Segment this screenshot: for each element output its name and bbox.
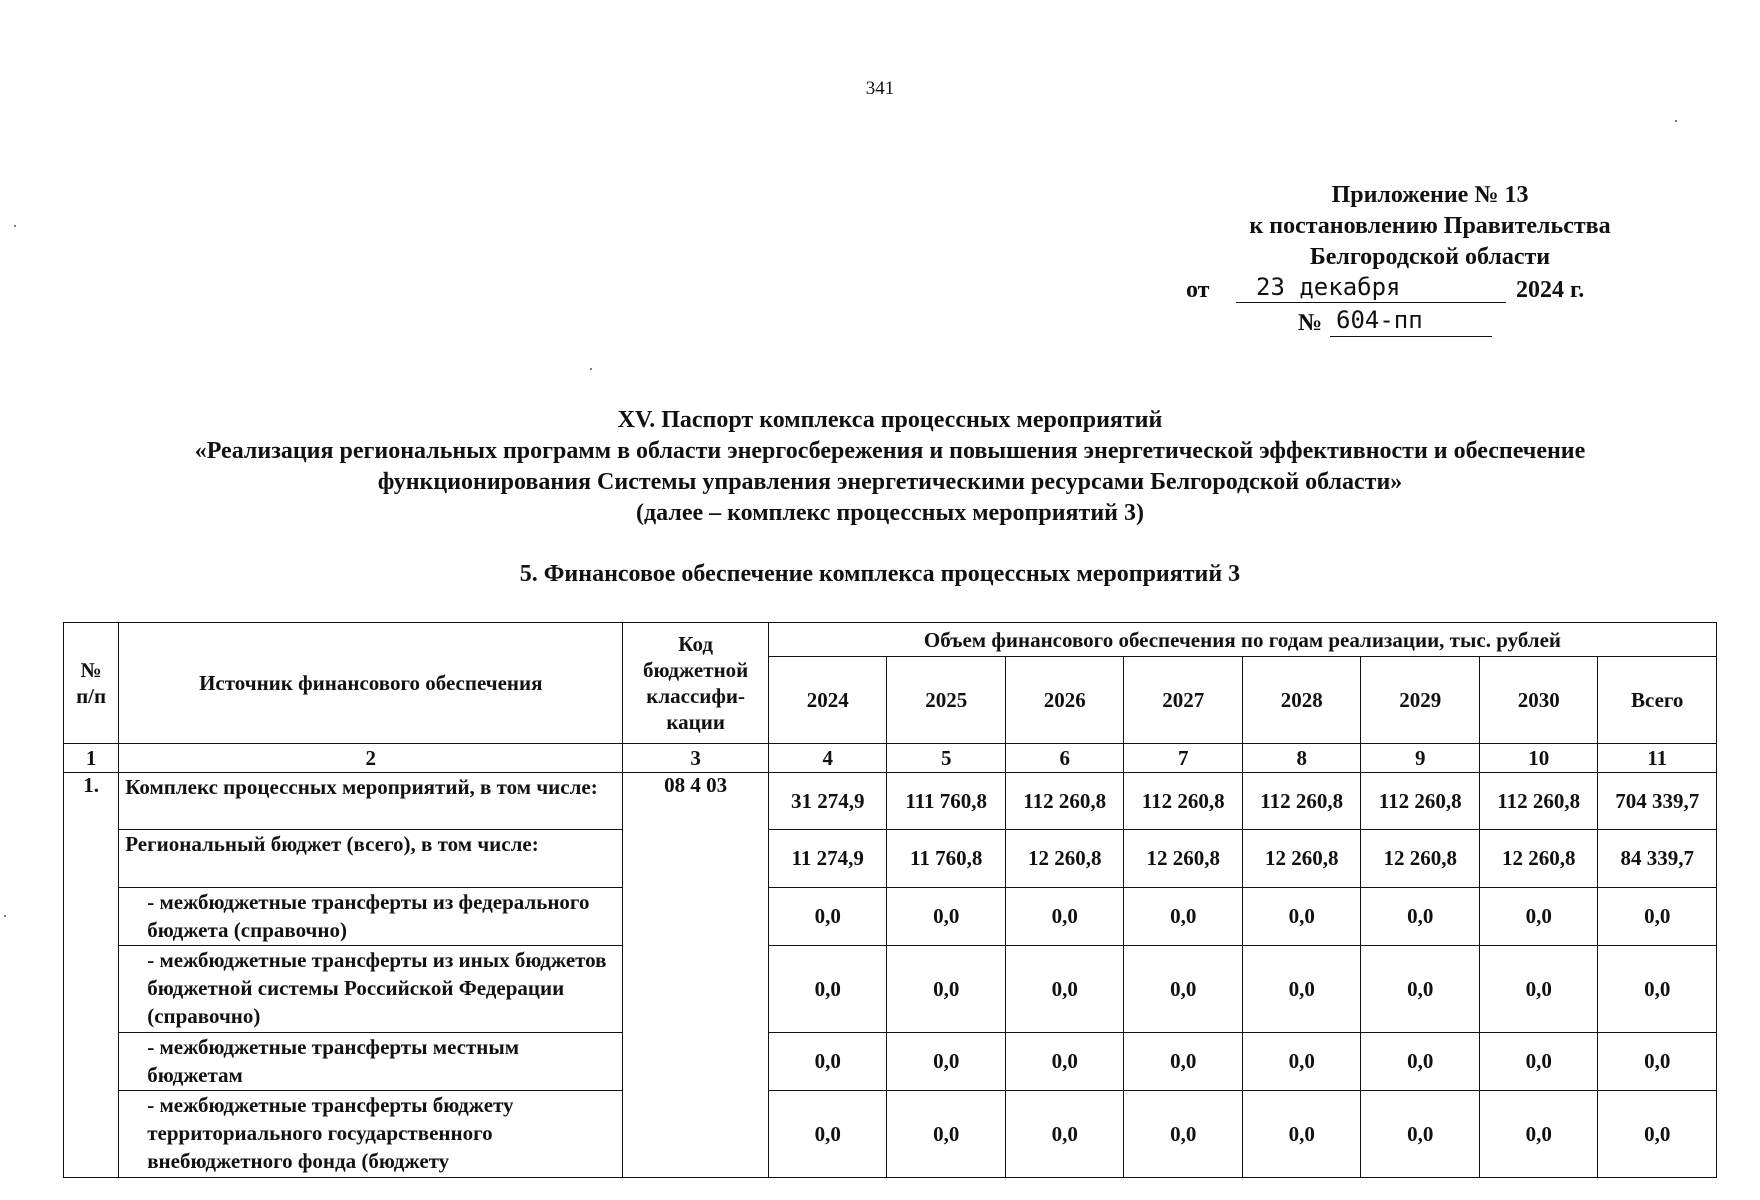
scan-speck — [1675, 120, 1677, 122]
value-cell: 12 260,8 — [1005, 830, 1124, 888]
column-index: 8 — [1242, 744, 1361, 773]
source-cell: - межбюджетные трансферты бюджету территориального государственного внебюджетного фонда (бюджету — [119, 1091, 623, 1178]
value-cell: 0,0 — [768, 1091, 887, 1178]
value-cell: 0,0 — [887, 888, 1006, 946]
value-cell: 0,0 — [768, 1033, 887, 1091]
heading-line-3: функционирования Системы управления энергетическими ресурсами Белгородской области» — [377, 469, 1403, 495]
appendix-number-line — [1298, 306, 1423, 337]
header-year: 2026 — [1005, 657, 1124, 744]
value-cell: 111 760,8 — [887, 773, 1006, 830]
header-volume: Объем финансового обеспечения по годам реализации, тыс. рублей — [768, 623, 1716, 657]
total-cell: 0,0 — [1598, 888, 1717, 946]
total-cell: 0,0 — [1598, 946, 1717, 1033]
column-index: 4 — [768, 744, 887, 773]
table-row — [64, 773, 1717, 830]
value-cell: 0,0 — [1242, 946, 1361, 1033]
value-cell: 0,0 — [1479, 1091, 1598, 1178]
value-cell: 12 260,8 — [1479, 830, 1598, 888]
appendix-line-2: к постановлению Правительства — [1249, 213, 1611, 239]
value-cell: 0,0 — [1479, 946, 1598, 1033]
heading-line-1: XV. Паспорт комплекса процессных мероприятий — [617, 407, 1163, 433]
header-year: 2024 — [768, 657, 887, 744]
source-cell: - межбюджетные трансферты из федерального бюджета (справочно) — [119, 888, 623, 946]
value-cell: 12 260,8 — [1242, 830, 1361, 888]
table-row — [64, 888, 1717, 946]
source-cell: - межбюджетные трансферты из иных бюджетов бюджетной системы Российской Федерации (справочно) — [119, 946, 623, 1033]
appendix-title: Приложение № 13 — [1331, 182, 1529, 208]
number-prefix: № — [1298, 310, 1323, 336]
section-subheading: 5. Финансовое обеспечение комплекса процессных мероприятий 3 — [519, 561, 1241, 587]
date-handwritten: 23 декабря — [1256, 273, 1401, 301]
header-year: 2028 — [1242, 657, 1361, 744]
value-cell: 11 760,8 — [887, 830, 1006, 888]
value-cell: 12 260,8 — [1361, 830, 1480, 888]
header-year: 2027 — [1124, 657, 1243, 744]
value-cell: 0,0 — [1124, 1033, 1243, 1091]
date-handwritten-field — [1236, 273, 1506, 303]
document-heading — [40, 405, 1740, 529]
scan-speck — [4, 915, 6, 917]
header-total: Всего — [1598, 657, 1717, 744]
source-cell: Комплекс процессных мероприятий, в том числе: — [119, 773, 623, 830]
heading-line-4: (далее – комплекс процессных мероприятий 3) — [636, 500, 1144, 526]
header-number: № п/п — [64, 623, 119, 744]
value-cell: 0,0 — [768, 888, 887, 946]
value-cell: 0,0 — [887, 1091, 1006, 1178]
table-row — [64, 1033, 1717, 1091]
value-cell: 0,0 — [1479, 888, 1598, 946]
column-index: 5 — [887, 744, 1006, 773]
header-year: 2029 — [1361, 657, 1480, 744]
source-cell: - межбюджетные трансферты местным бюджетам — [119, 1033, 623, 1091]
total-cell: 0,0 — [1598, 1033, 1717, 1091]
value-cell: 0,0 — [1479, 1033, 1598, 1091]
header-year: 2025 — [887, 657, 1006, 744]
value-cell: 112 260,8 — [1005, 773, 1124, 830]
value-cell: 0,0 — [887, 1033, 1006, 1091]
value-cell: 112 260,8 — [1479, 773, 1598, 830]
appendix-line-3: Белгородской области — [1309, 244, 1551, 270]
source-cell: Региональный бюджет (всего), в том числе: — [119, 830, 623, 888]
value-cell: 0,0 — [1361, 888, 1480, 946]
value-cell: 0,0 — [1005, 1091, 1124, 1178]
column-index: 9 — [1361, 744, 1480, 773]
total-cell: 84 339,7 — [1598, 830, 1717, 888]
value-cell: 0,0 — [1124, 888, 1243, 946]
value-cell: 0,0 — [887, 946, 1006, 1033]
value-cell: 11 274,9 — [768, 830, 887, 888]
scan-speck — [590, 368, 592, 370]
total-cell: 704 339,7 — [1598, 773, 1717, 830]
value-cell: 112 260,8 — [1242, 773, 1361, 830]
column-index: 11 — [1598, 744, 1717, 773]
scan-speck — [14, 225, 16, 227]
column-index: 3 — [623, 744, 769, 773]
appendix-block — [1170, 180, 1690, 273]
date-prefix: от — [1186, 277, 1210, 303]
financing-table — [63, 622, 1717, 1178]
value-cell: 0,0 — [1361, 1033, 1480, 1091]
date-year: 2024 г. — [1516, 277, 1585, 303]
page-number: 341 — [865, 78, 895, 99]
value-cell: 0,0 — [1005, 1033, 1124, 1091]
value-cell: 0,0 — [1242, 1033, 1361, 1091]
value-cell: 0,0 — [1124, 946, 1243, 1033]
table-row — [64, 830, 1717, 888]
budget-code: 08 4 03 — [623, 773, 769, 1178]
value-cell: 0,0 — [1242, 1091, 1361, 1178]
column-index: 6 — [1005, 744, 1124, 773]
header-code: Код бюджетной классифи- кации — [623, 623, 769, 744]
value-cell: 12 260,8 — [1124, 830, 1243, 888]
value-cell: 0,0 — [1124, 1091, 1243, 1178]
total-cell: 0,0 — [1598, 1091, 1717, 1178]
header-source: Источник финансового обеспечения — [119, 623, 623, 744]
heading-line-2: «Реализация региональных программ в области энергосбережения и повышения энергетической эффективности и обеспечение — [194, 438, 1586, 464]
value-cell: 112 260,8 — [1124, 773, 1243, 830]
value-cell: 0,0 — [1005, 888, 1124, 946]
row-number: 1. — [64, 773, 119, 1178]
number-handwritten-field — [1330, 306, 1492, 337]
value-cell: 0,0 — [1005, 946, 1124, 1033]
column-index: 10 — [1479, 744, 1598, 773]
value-cell: 31 274,9 — [768, 773, 887, 830]
column-index: 7 — [1124, 744, 1243, 773]
appendix-date-line — [1186, 273, 1585, 304]
number-handwritten: 604-пп — [1336, 306, 1423, 334]
column-index: 1 — [64, 744, 119, 773]
column-index-row — [64, 744, 1717, 773]
table-row — [64, 946, 1717, 1033]
value-cell: 0,0 — [1361, 946, 1480, 1033]
value-cell: 112 260,8 — [1361, 773, 1480, 830]
header-year: 2030 — [1479, 657, 1598, 744]
value-cell: 0,0 — [1361, 1091, 1480, 1178]
column-index: 2 — [119, 744, 623, 773]
table-row — [64, 1091, 1717, 1178]
value-cell: 0,0 — [768, 946, 887, 1033]
value-cell: 0,0 — [1242, 888, 1361, 946]
